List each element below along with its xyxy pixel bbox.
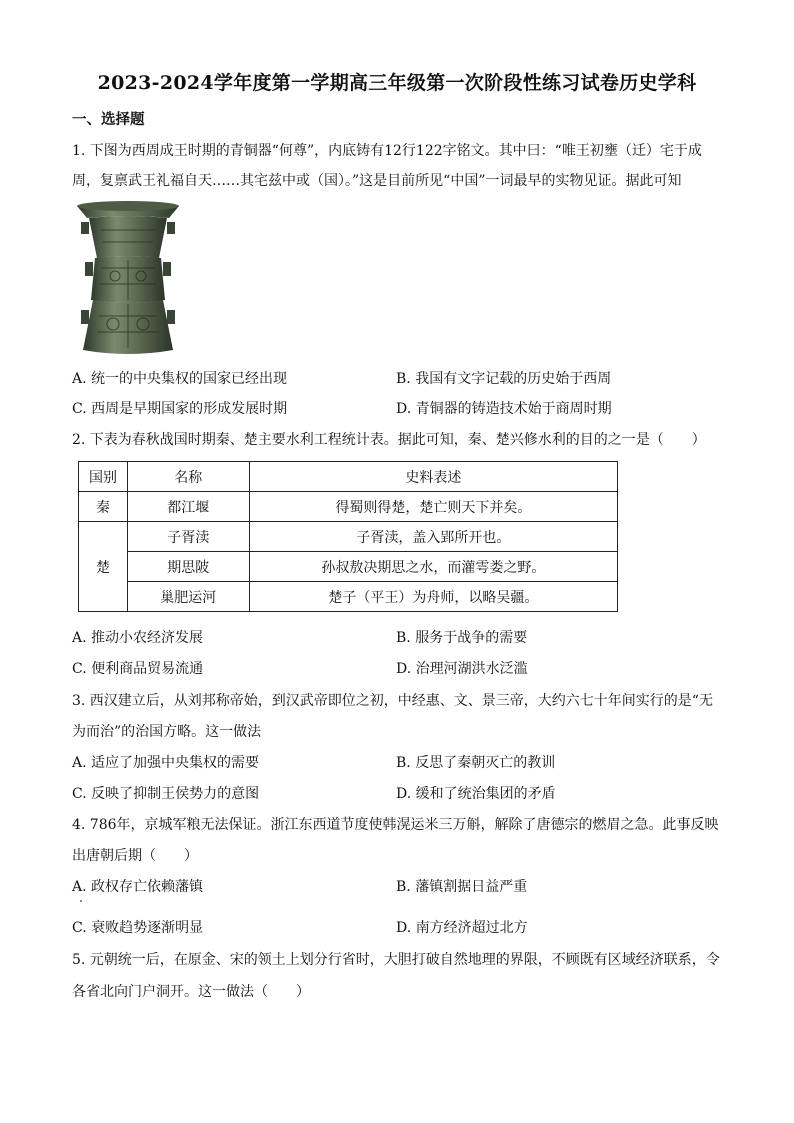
question-2-option-d: D. 治理河湖洪水泛滥 [396,661,528,677]
table-row [79,582,618,612]
table-cell-source: 楚子（平王）为舟师，以略吴疆。 [249,582,617,612]
question-1-line-1: 1. 下图为西周成王时期的青铜器“何尊”，内底铸有12行122字铭文。其中曰：“唯王初壅（迁）宅于成 [72,143,702,159]
table-header-row [79,462,618,492]
bronze-vessel-image [73,200,183,358]
question-2-line-1: 2. 下表为春秋战国时期秦、楚主要水利工程统计表。据此可知，秦、楚兴修水利的目的之一是（ ） [72,432,706,448]
question-3-option-c: C. 反映了抑制王侯势力的意图 [72,786,260,802]
table-cell-project: 子胥渎 [127,522,249,552]
question-2-option-b: B. 服务于战争的需要 [396,630,528,646]
water-projects-table [78,461,618,612]
question-1-line-2: 周，复禀武王礼福自天……其宅兹中或（国）。”这是目前所见“中国”一词最早的实物见证。据此可知 [72,173,682,189]
question-1-option-d: D. 青铜器的铸造技术始于商周时期 [396,401,612,417]
question-4-option-a: A. 政权存亡依赖藩镇 [72,879,204,895]
table-cell-source: 子胥渎，盖入郢所开也。 [249,522,617,552]
question-4-option-b: B. 藩镇割据日益严重 [396,879,528,895]
table-row [79,522,618,552]
question-3-option-a: A. 适应了加强中央集权的需要 [72,755,260,771]
table-header-cell: 史料表述 [249,462,617,492]
question-1-option-c: C. 西周是早期国家的形成发展时期 [72,401,288,417]
table-header-cell: 名称 [127,462,249,492]
table-cell-state: 楚 [79,522,128,612]
question-5-line-2: 各省北向门户洞开。这一做法（ ） [72,984,310,1000]
table-cell-project: 巢肥运河 [127,582,249,612]
question-5-line-1: 5. 元朝统一后，在原金、宋的领土上划分行省时，大胆打破自然地理的界限，不顾既有区域经济联系，令 [72,952,720,968]
question-3-option-d: D. 缓和了统治集团的矛盾 [396,786,556,802]
table-cell-source: 得蜀则得楚，楚亡则天下并矣。 [249,492,617,522]
table-cell-state: 秦 [79,492,128,522]
stray-mark [80,900,82,902]
question-2-option-a: A. 推动小农经济发展 [72,630,204,646]
question-1-option-a: A. 统一的中央集权的国家已经出现 [72,371,288,387]
question-1-option-b: B. 我国有文字记载的历史始于西周 [396,371,612,387]
table-cell-project: 期思陂 [127,552,249,582]
question-3-option-b: B. 反思了秦朝灭亡的教训 [396,755,556,771]
question-2-option-c: C. 便利商品贸易流通 [72,661,204,677]
table-cell-project: 都江堰 [127,492,249,522]
question-4-option-d: D. 南方经济超过北方 [396,920,528,936]
question-3-line-2: 为而治”的治国方略。这一做法 [72,724,262,740]
table-cell-source: 孙叔敖决期思之水，而灌雩娄之野。 [249,552,617,582]
table-row [79,492,618,522]
question-4-line-2: 出唐朝后期（ ） [72,848,198,864]
table-row [79,552,618,582]
question-4-option-c: C. 衰败趋势逐渐明显 [72,920,204,936]
question-4-line-1: 4. 786年，京城军粮无法保证。浙江东西道节度使韩滉运米三万斛，解除了唐德宗的燃眉之急。此事反映 [72,817,719,833]
section-heading: 一、选择题 [72,111,145,128]
table-header-cell: 国别 [79,462,128,492]
question-3-line-1: 3. 西汉建立后，从刘邦称帝始，到汉武帝即位之初，中经惠、文、景三帝，大约六七十年间实行的是“无 [72,693,713,709]
page-title: 2023-2024学年度第一学期高三年级第一次阶段性练习试卷历史学科 [97,72,697,94]
